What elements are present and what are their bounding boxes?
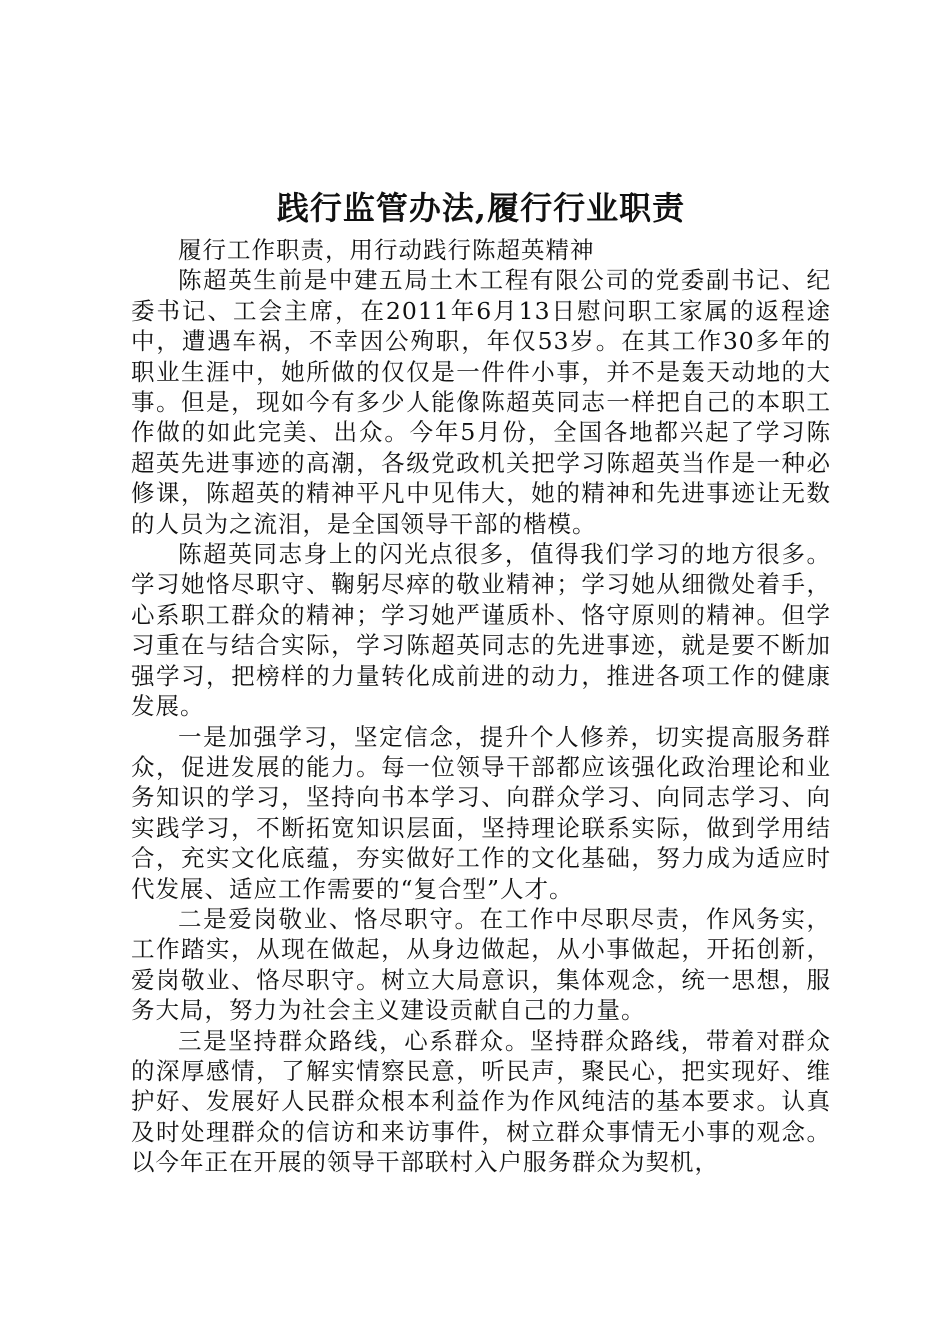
paragraph-intro: 陈超英生前是中建五局土木工程有限公司的党委副书记、纪委书记、工会主席，在2011年6月13日慰问职工家属的返程途中，遭遇车祸，不幸因公殉职，年仅53岁。在其工作30多年的职业生涯中，她所做的仅仅是一件件小事，并不是轰天动地的大事。但是，现如今有多少人能像陈超英同志一样把自己的本职工作做的如此完美、出众。今年5月份，全国各地都兴起了学习陈超英先进事迹的高潮，各级党政机关把学习陈超英当作是一种必修课，陈超英的精神平凡中见伟大，她的精神和先进事迹让无数的人员为之流泪，是全国领导干部的楷模。 [131, 266, 831, 538]
paragraph-point-two: 二是爱岗敬业、恪尽职守。在工作中尽职尽责，作风务实，工作踏实，从现在做起，从身边做起，从小事做起，开拓创新，爱岗敬业、恪尽职守。树立大局意识，集体观念，统一思想，服务大局，努力为社会主义建设贡献自己的力量。 [131, 904, 831, 1025]
paragraph-point-three: 三是坚持群众路线，心系群众。坚持群众路线，带着对群众的深厚感情，了解实情察民意，听民声，聚民心，把实现好、维护好、发展好人民群众根本利益作为作风纯洁的基本要求。认真及时处理群众的信访和来访事件，树立群众事情无小事的观念。以今年正在开展的领导干部联村入户服务群众为契机， [131, 1026, 831, 1177]
paragraph-point-one: 一是加强学习，坚定信念，提升个人修养，切实提高服务群众，促进发展的能力。每一位领导干部都应该强化政治理论和业务知识的学习，坚持向书本学习、向群众学习、向同志学习、向实践学习，不断拓宽知识层面，坚持理论联系实际，做到学用结合，充实文化底蕴，夯实做好工作的文化基础，努力成为适应时代发展、适应工作需要的“复合型”人才。 [131, 722, 831, 903]
paragraph-highlights: 陈超英同志身上的闪光点很多，值得我们学习的地方很多。学习她恪尽职守、鞠躬尽瘁的敬业精神；学习她从细微处着手，心系职工群众的精神；学习她严谨质朴、恪守原则的精神。但学习重在与结合实际，学习陈超英同志的先进事迹，就是要不断加强学习，把榜样的力量转化成前进的动力，推进各项工作的健康发展。 [131, 540, 831, 721]
document-page [131, 184, 831, 1178]
paragraph-subtitle: 履行工作职责，用行动践行陈超英精神 [178, 236, 595, 264]
document-title: 践行监管办法,履行行业职责 [276, 189, 686, 227]
